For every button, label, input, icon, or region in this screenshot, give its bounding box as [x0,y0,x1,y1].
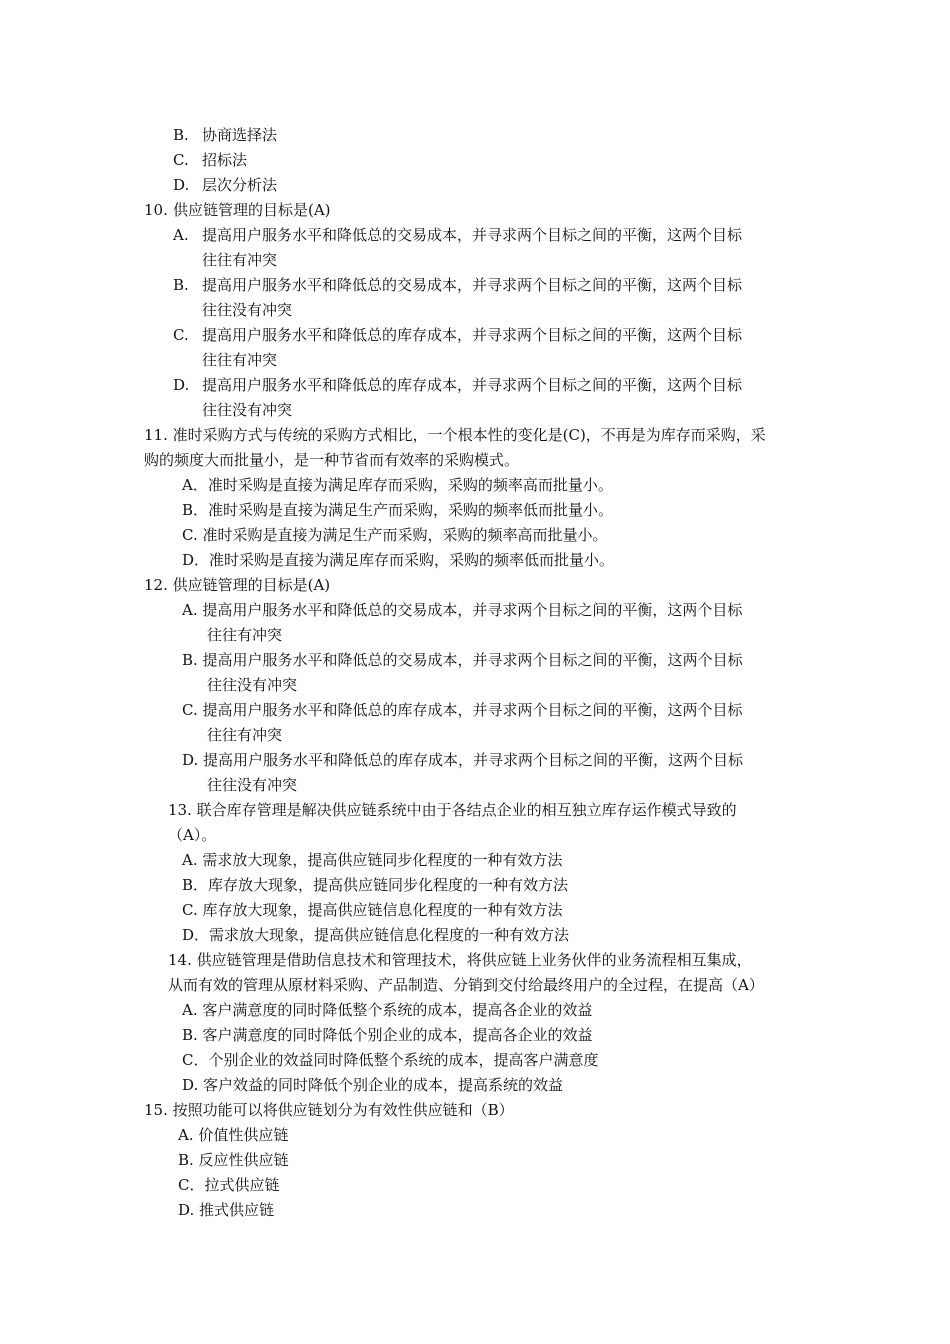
item-text: 提高用户服务水平和降低总的交易成本，并寻求两个目标之间的平衡，这两个目标 [202,226,743,244]
item-text: B．准时采购是直接为满足生产而采购，采购的频率低而批量小。 [182,501,614,519]
item-text: 提高用户服务水平和降低总的交易成本，并寻求两个目标之间的平衡，这两个目标 [202,276,743,294]
item-label: C. [173,326,189,344]
item-text: 往往有冲突 [202,351,278,369]
item-label: B. [173,276,189,294]
item-text: C. 提高用户服务水平和降低总的库存成本，并寻求两个目标之间的平衡，这两个目标 [182,701,743,719]
item-text: 往往有冲突 [207,626,283,644]
item-text: A. 价值性供应链 [178,1126,289,1144]
item-text: D. 提高用户服务水平和降低总的库存成本，并寻求两个目标之间的平衡，这两个目标 [182,751,744,769]
item-label: A. [173,226,189,244]
item-label: C. [173,151,189,169]
item-text: 供应链管理的目标是(A) [173,201,331,219]
item-text: C. 库存放大现象，提高供应链信息化程度的一种有效方法 [182,901,563,919]
item-text: 往往有冲突 [207,726,283,744]
item-text: A. 客户满意度的同时降低整个系统的成本，提高各企业的效益 [182,1001,593,1019]
item-text: 协商选择法 [202,126,278,144]
item-text: D. 推式供应链 [178,1201,275,1219]
item-text: 往往没有冲突 [202,301,293,319]
item-text: B．库存放大现象，提高供应链同步化程度的一种有效方法 [182,876,569,894]
item-text: B. 反应性供应链 [178,1151,289,1169]
item-text: 13. 联合库存管理是解决供应链系统中由于各结点企业的相互独立库存运作模式导致的 [168,801,737,819]
item-text: 往往没有冲突 [207,776,298,794]
item-text: B. 客户满意度的同时降低个别企业的成本，提高各企业的效益 [182,1026,593,1044]
item-text: C. 准时采购是直接为满足生产而采购，采购的频率高而批量小。 [182,526,608,544]
item-text: 往往有冲突 [202,251,278,269]
item-text: 14. 供应链管理是借助信息技术和管理技术，将供应链上业务伙伴的业务流程相互集成， [168,951,752,969]
item-text: 从而有效的管理从原材料采购、产品制造、分销到交付给最终用户的全过程，在提高（A） [168,976,764,994]
item-label: D. [173,176,190,194]
item-text: D．准时采购是直接为满足库存而采购，采购的频率低而批量小。 [182,551,615,569]
item-text: 12. 供应链管理的目标是(A) [144,576,331,594]
item-text: C．个别企业的效益同时降低整个系统的成本，提高客户满意度 [182,1051,599,1069]
item-text: 11. 准时采购方式与传统的采购方式相比，一个根本性的变化是(C)，不再是为库存而采购，采 [144,426,766,444]
item-label: B. [173,126,189,144]
item-text: 提高用户服务水平和降低总的库存成本，并寻求两个目标之间的平衡，这两个目标 [202,376,743,394]
item-text: 层次分析法 [202,176,278,194]
item-label: D. [173,376,190,394]
item-text: A. 提高用户服务水平和降低总的交易成本，并寻求两个目标之间的平衡，这两个目标 [182,601,743,619]
item-text: D. 客户效益的同时降低个别企业的成本，提高系统的效益 [182,1076,564,1094]
item-text: D．需求放大现象，提高供应链信息化程度的一种有效方法 [182,926,570,944]
item-text: A. 需求放大现象，提高供应链同步化程度的一种有效方法 [182,851,563,869]
item-text: C．拉式供应链 [178,1176,280,1194]
item-text: 15. 按照功能可以将供应链划分为有效性供应链和（B） [144,1101,514,1119]
item-text: 往往没有冲突 [202,401,293,419]
item-text: 往往没有冲突 [207,676,298,694]
item-text: A．准时采购是直接为满足库存而采购，采购的频率高而批量小。 [182,476,613,494]
item-text: 招标法 [202,151,248,169]
item-label: 10. [144,201,168,219]
item-text: （A）。 [168,826,217,844]
item-text: B. 提高用户服务水平和降低总的交易成本，并寻求两个目标之间的平衡，这两个目标 [182,651,743,669]
item-text: 提高用户服务水平和降低总的库存成本，并寻求两个目标之间的平衡，这两个目标 [202,326,743,344]
item-text: 购的频度大而批量小，是一种节省而有效率的采购模式。 [144,451,520,469]
